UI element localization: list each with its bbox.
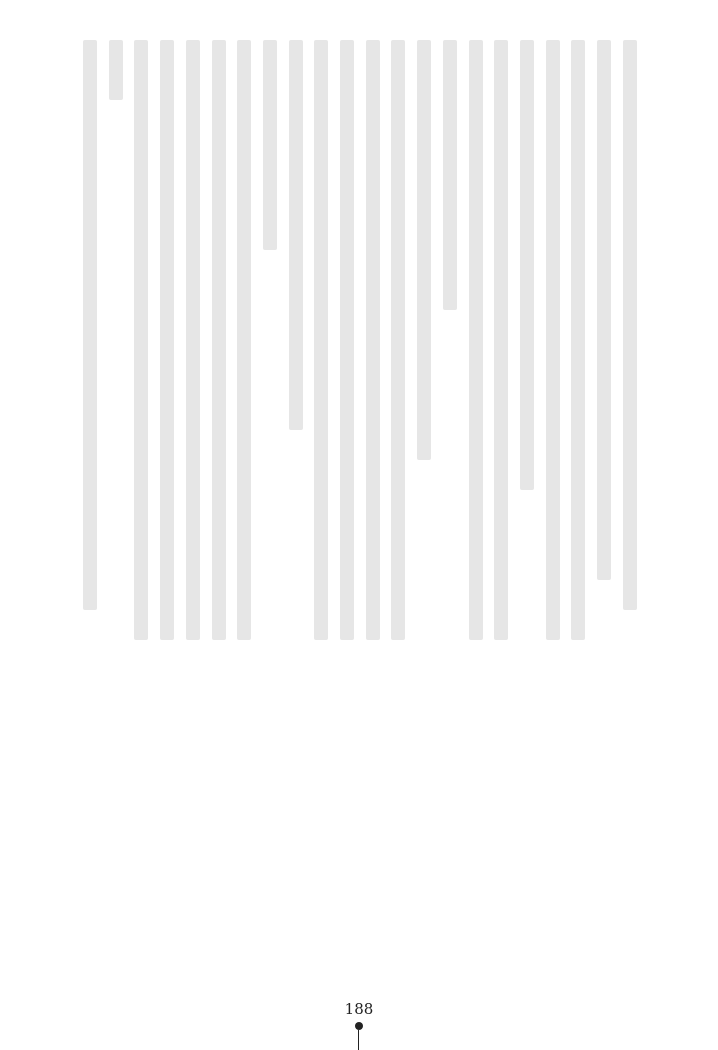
body-text-block <box>80 40 640 960</box>
text-column <box>183 40 203 960</box>
text-column <box>466 40 486 960</box>
redacted-line <box>237 40 251 640</box>
text-column <box>157 40 177 960</box>
redacted-line <box>546 40 560 640</box>
text-column <box>131 40 151 960</box>
text-column <box>80 40 100 960</box>
page-marker-dot <box>355 1022 363 1030</box>
redacted-line <box>160 40 174 640</box>
text-column <box>568 40 588 960</box>
text-column <box>414 40 434 960</box>
redacted-line <box>494 40 508 640</box>
text-column <box>260 40 280 960</box>
redacted-line <box>623 40 637 610</box>
redacted-line <box>109 40 123 100</box>
text-column <box>234 40 254 960</box>
redacted-line <box>391 40 405 640</box>
text-column <box>363 40 383 960</box>
redacted-line <box>314 40 328 640</box>
text-column <box>594 40 614 960</box>
redacted-line <box>469 40 483 640</box>
text-column <box>543 40 563 960</box>
redacted-line <box>417 40 431 460</box>
text-column <box>286 40 306 960</box>
page-marker-line <box>358 1030 359 1050</box>
redacted-line <box>134 40 148 640</box>
text-column <box>106 40 126 960</box>
redacted-line <box>83 40 97 610</box>
text-column <box>388 40 408 960</box>
redacted-line <box>340 40 354 640</box>
redacted-line <box>520 40 534 490</box>
redacted-line <box>186 40 200 640</box>
redacted-line <box>212 40 226 640</box>
text-column <box>517 40 537 960</box>
redacted-line <box>366 40 380 640</box>
redacted-line <box>263 40 277 250</box>
text-column <box>311 40 331 960</box>
text-column <box>440 40 460 960</box>
redacted-line <box>443 40 457 310</box>
text-column <box>337 40 357 960</box>
redacted-line <box>571 40 585 640</box>
page-number: 188 <box>344 1000 374 1018</box>
text-column <box>209 40 229 960</box>
text-column <box>491 40 511 960</box>
redacted-line <box>289 40 303 430</box>
redacted-line <box>597 40 611 580</box>
text-column <box>620 40 640 960</box>
